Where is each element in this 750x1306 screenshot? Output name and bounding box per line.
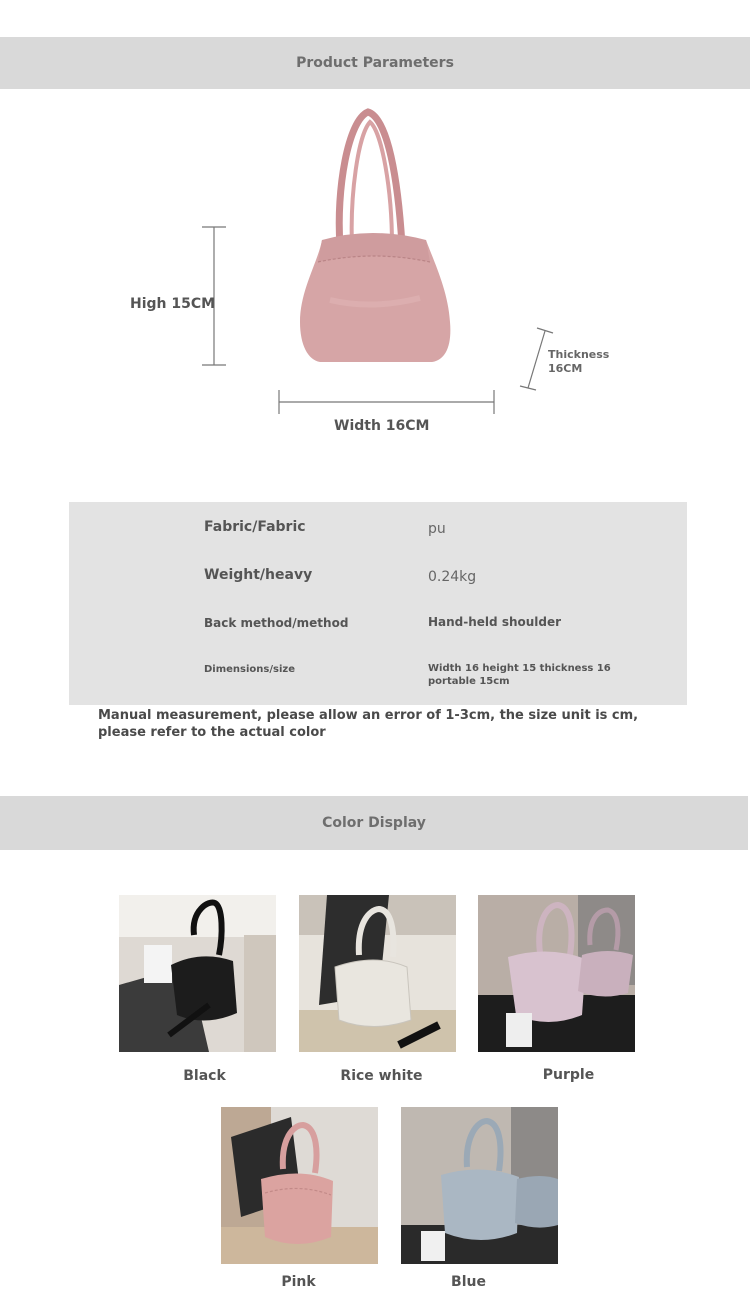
spec-key: Back method/method (204, 616, 349, 630)
blue-bag-photo (401, 1107, 558, 1264)
spec-value: pu (428, 521, 446, 537)
pink-bag-photo (221, 1107, 378, 1264)
color-display-title: Color Display (322, 815, 426, 831)
color-label-black: Black (183, 1068, 226, 1084)
color-label-rice-white: Rice white (340, 1068, 423, 1084)
color-label-purple: Purple (542, 1067, 595, 1083)
rice-white-bag-photo (299, 895, 456, 1052)
color-label-pink: Pink (281, 1274, 316, 1290)
spec-value: Width 16 height 15 thickness 16 portable 15cm (428, 663, 611, 687)
color-label-blue: Blue (451, 1274, 486, 1290)
color-swatch-black[interactable] (119, 895, 276, 1052)
height-label: High 15CM (130, 296, 216, 312)
color-swatch-blue[interactable] (401, 1107, 558, 1264)
black-bag-photo (119, 895, 276, 1052)
thickness-label: Thickness 16CM (548, 348, 610, 375)
spec-key: Weight/heavy (204, 567, 313, 583)
color-swatch-pink[interactable] (221, 1107, 378, 1264)
spec-value: Hand-held shoulder (428, 615, 562, 629)
color-display-header (0, 796, 748, 850)
color-swatch-rice-white[interactable] (299, 895, 456, 1052)
spec-key: Dimensions/size (204, 664, 296, 675)
measurement-note: Manual measurement, please allow an error of 1-3cm, the size unit is cm, please refer to the actual color (98, 708, 639, 740)
thickness-guide-line (528, 331, 545, 388)
product-parameters-title: Product Parameters (296, 55, 454, 71)
purple-bag-photo (478, 895, 635, 1052)
spec-key: Fabric/Fabric (204, 519, 306, 535)
width-label: Width 16CM (334, 418, 430, 434)
spec-table (69, 502, 687, 705)
bag-dimension-diagram (0, 90, 750, 450)
product-parameters-header (0, 37, 750, 89)
spec-value: 0.24kg (428, 569, 477, 585)
color-swatch-purple[interactable] (478, 895, 635, 1052)
